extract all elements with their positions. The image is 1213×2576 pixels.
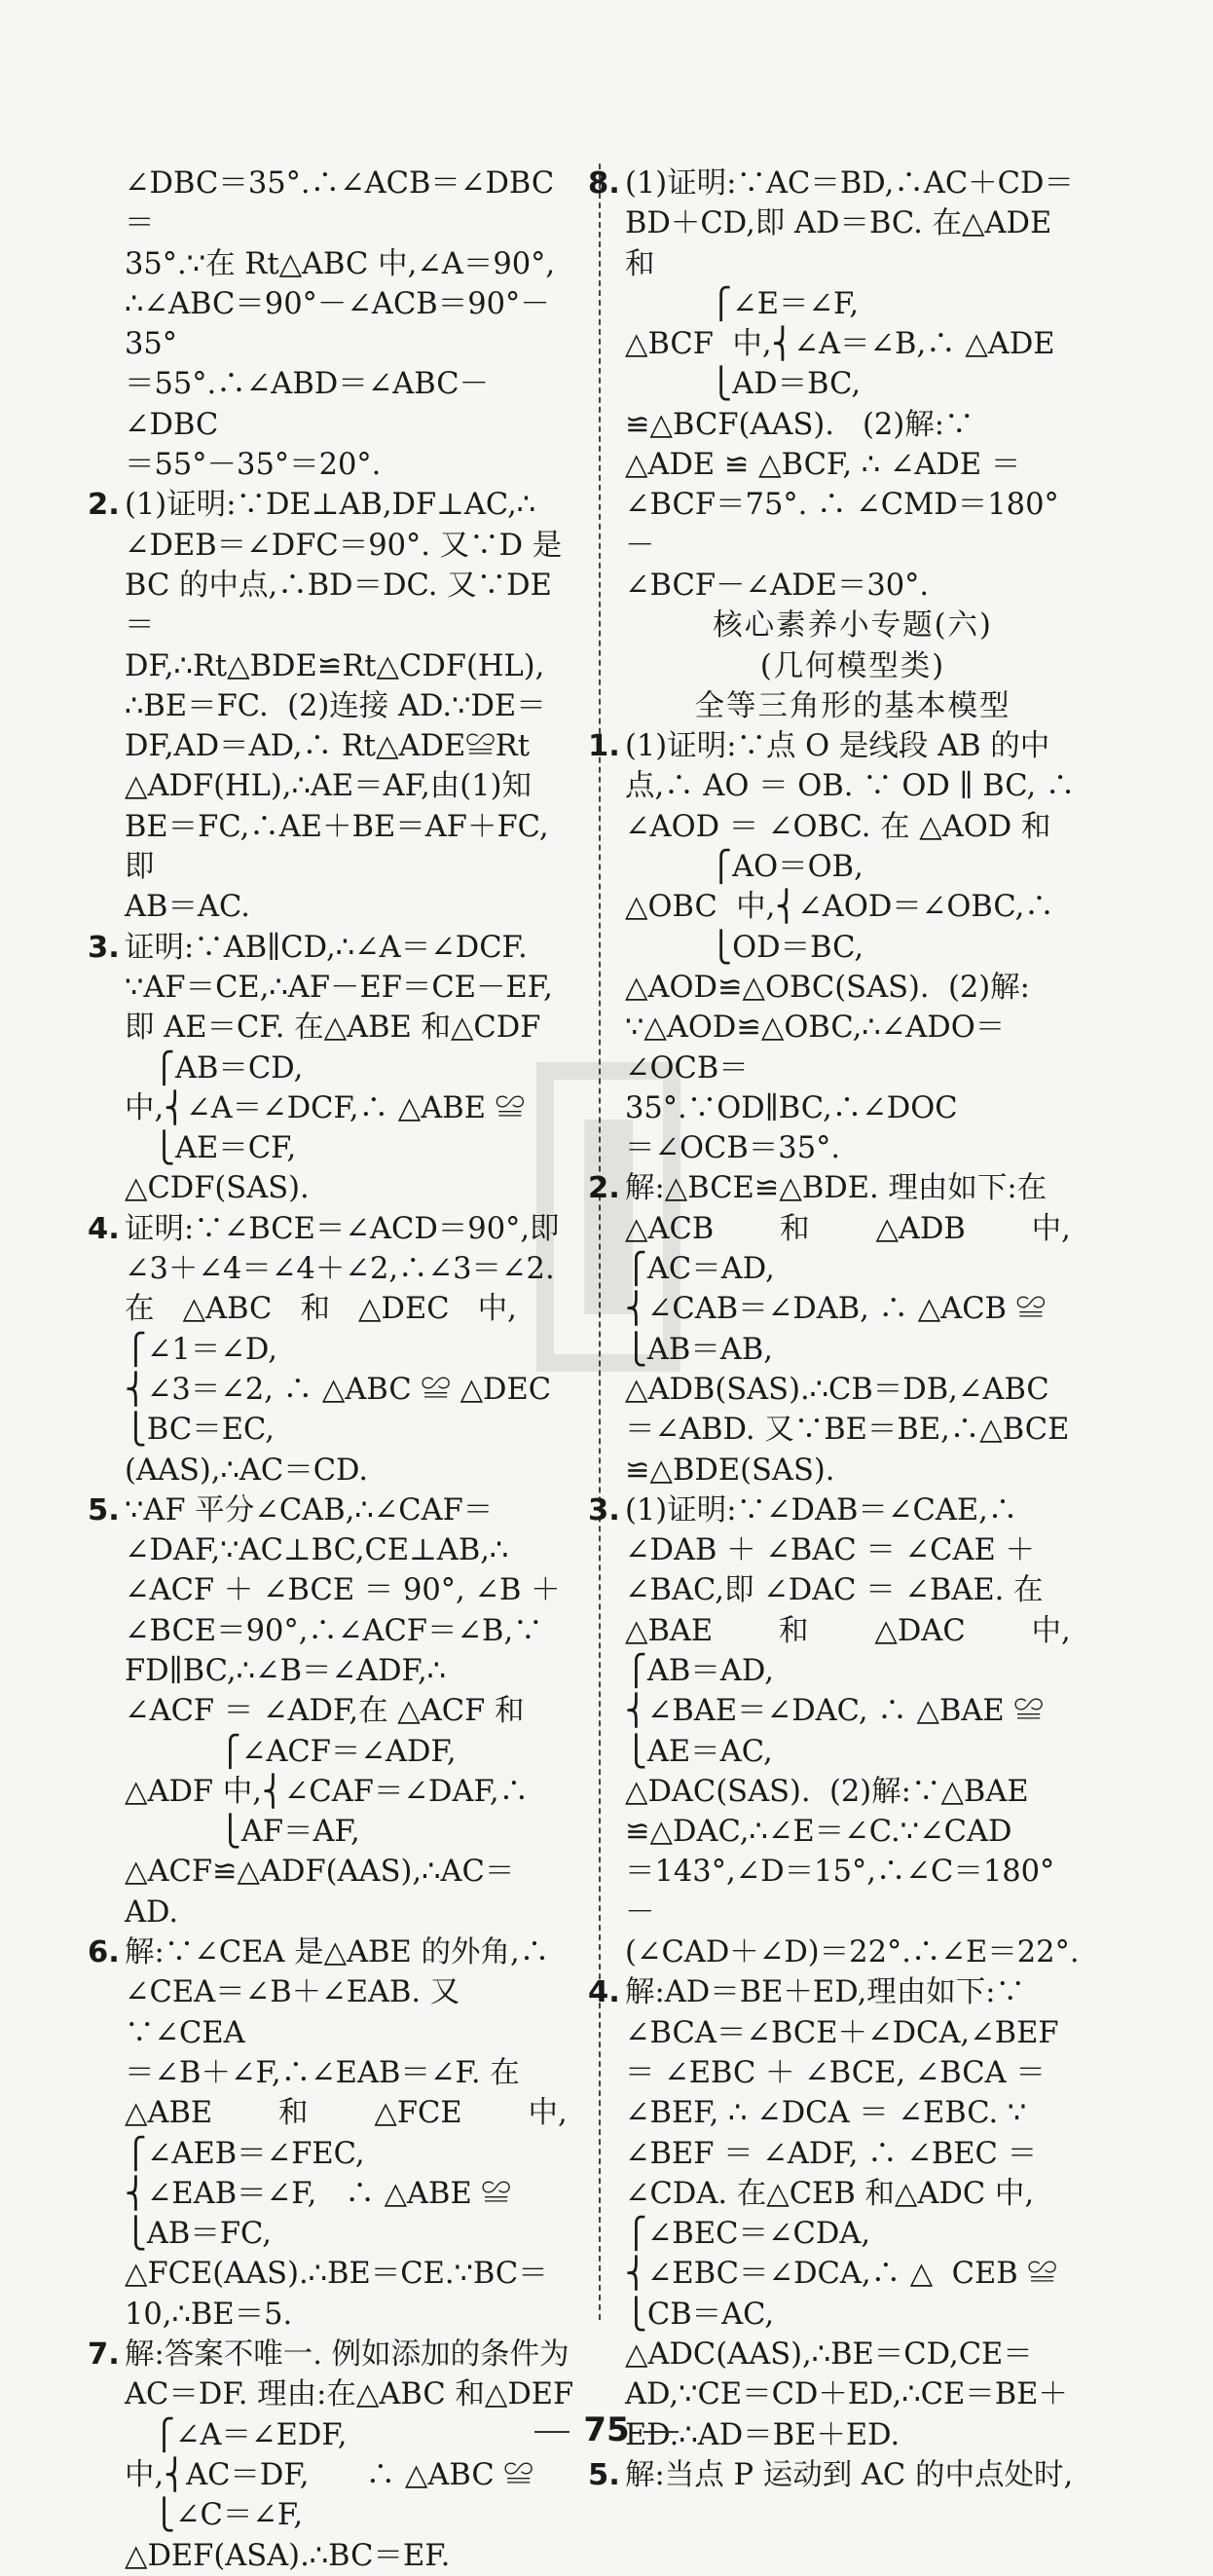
- problem-number: 5.: [88, 1492, 120, 1527]
- page-number-dash-right: [643, 2431, 679, 2433]
- section-subtitle: (几何模型类): [759, 648, 946, 683]
- problem-item: [88, 1490, 577, 1932]
- problem-item: [588, 2455, 1081, 2495]
- problem-item: [88, 2335, 577, 2576]
- section-title: 核心素养小专题(六): [713, 608, 993, 644]
- problem-number: 2.: [588, 1171, 620, 1206]
- page-number: [0, 2410, 1213, 2449]
- problem-number: 6.: [88, 1935, 120, 1970]
- problem-number: 3.: [88, 930, 120, 965]
- problem-text: 解:△BCE≌△BDE. 理由如下:在 △ACB 和 △ADB 中, ⎧AC＝AD, ⎨∠CAB＝∠DAB, ∴ △ACB ≌ ⎩AB＝AB, △ADB(SAS).∴CB＝DB,∠ABC ＝∠ABD. 又∵BE＝BE,∴△BCE ≌△BDE(SAS).: [625, 1171, 1071, 1488]
- problem-text: 解:AD＝BE＋ED,理由如下:∵ ∠BCA＝∠BCE＋∠DCA,∠BEF ＝ ∠EBC ＋ ∠BCE, ∠BCA ＝ ∠BEF, ∴ ∠DCA ＝ ∠EBC. ∵ ∠BEF ＝ ∠ADF, ∴ ∠BEC ＝ ∠CDA. 在△CEB 和△ADC 中, ⎧∠BEC＝∠CDA, ⎨∠EBC＝∠DCA,∴ △ CEB ≌ ⎩CB＝AC, △ADC(AAS),∴BE＝CD,CE＝ AD,∵CE＝CD＋ED,∴CE＝BE＋ ED.∴AD＝BE＋ED.: [625, 1975, 1068, 2452]
- problem-number: 4.: [588, 1975, 620, 2010]
- problem-number: 1.: [588, 729, 620, 764]
- problem-number: 4.: [88, 1211, 120, 1246]
- problem-text: 证明:∵AB∥CD,∴∠A＝∠DCF. ∵AF＝CE,∴AF－EF＝CE－EF, 即 AE＝CF. 在△ABE 和△CDF ⎧AB＝CD, 中,⎨∠A＝∠DCF,∴ △ABE ≌ ⎩AE＝CF, △CDF(SAS).: [125, 930, 553, 1206]
- problem-item: [88, 1932, 577, 2335]
- page-number-dash-left: [534, 2431, 570, 2433]
- problem-item: [588, 1168, 1081, 1490]
- problem-item: [588, 726, 1081, 1168]
- problem-text: ∠DBC＝35°.∴∠ACB＝∠DBC＝ 35°.∵在 Rt△ABC 中,∠A＝90°, ∴∠ABC＝90°－∠ACB＝90°－35° ＝55°.∴∠ABD＝∠ABC－∠DBC ＝55°－35°＝20°.: [125, 166, 556, 483]
- problem-text: (1)证明:∵AC＝BD,∴AC＋CD＝ BD＋CD,即 AD＝BC. 在△ADE 和 ⎧∠E＝∠F, △BCF 中,⎨∠A＝∠B,∴ △ADE ⎩AD＝BC, ≌△BCF(AAS). (2)解:∵ △ADE ≌ △BCF, ∴ ∠ADE ＝ ∠BCF＝75°. ∴ ∠CMD＝180°－ ∠BCF－∠ADE＝30°.: [625, 166, 1074, 603]
- problem-item: [588, 164, 1081, 606]
- problem-item: [88, 485, 577, 927]
- problem-number: 2.: [88, 488, 120, 523]
- problem-text: ∵AF 平分∠CAB,∴∠CAF＝ ∠DAF,∵AC⊥BC,CE⊥AB,∴ ∠ACF ＋ ∠BCE ＝ 90°, ∠B ＋ ∠BCE＝90°,∴∠ACF＝∠B,∵ FD∥BC,∴∠B＝∠ADF,∴ ∠ACF ＝ ∠ADF,在 △ACF 和 ⎧∠ACF＝∠ADF, △ADF 中,⎨∠CAF＝∠DAF,∴ ⎩AF＝AF, △ACF≌△ADF(AAS),∴AC＝ AD.: [125, 1492, 561, 1930]
- right-part-1: [588, 164, 1081, 606]
- problem-text: 解:当点 P 运动到 AC 的中点处时,: [625, 2457, 1074, 2492]
- problem-text: (1)证明:∵∠DAB＝∠CAE,∴ ∠DAB ＋ ∠BAC ＝ ∠CAE ＋ ∠BAC,即 ∠DAC ＝ ∠BAE. 在 △BAE 和 △DAC 中, ⎧AB＝AD, ⎨∠BAE＝∠DAC, ∴ △BAE ≌ ⎩AE＝AC, △DAC(SAS). (2)解:∵△BAE ≌△DAC,∴∠E＝∠C.∵∠CAD ＝143°,∠D＝15°,∴∠C＝180°－ (∠CAD＋∠D)＝22°.∴∠E＝22°.: [625, 1492, 1080, 1970]
- problem-number: 3.: [588, 1492, 620, 1527]
- problem-text: (1)证明:∵DE⊥AB,DF⊥AC,∴ ∠DEB＝∠DFC＝90°. 又∵D 是 BC 的中点,∴BD＝DC. 又∵DE＝ DF,∴Rt△BDE≌Rt△CDF(HL), ∴BE＝FC. (2)连接 AD.∵DE＝ DF,AD＝AD,∴ Rt△ADE≌Rt △ADF(HL),∴AE＝AF,由(1)知 BE＝FC,∴AE＋BE＝AF＋FC,即 AB＝AC.: [125, 488, 563, 925]
- problem-number: 7.: [88, 2337, 120, 2373]
- problem-item: [88, 928, 577, 1209]
- problem-item: [88, 1209, 577, 1490]
- problem-text: (1)证明:∵点 O 是线段 AB 的中 点,∴ AO ＝ OB. ∵ OD ∥ BC, ∴ ∠AOD ＝ ∠OBC. 在 △AOD 和 ⎧AO＝OB, △OBC 中,⎨∠AOD＝∠OBC,∴ ⎩OD＝BC, △AOD≌△OBC(SAS). (2)解: ∵△AOD≌△OBC,∴∠ADO＝ ∠OCB＝35°.∵OD∥BC,∴∠DOC ＝∠OCB＝35°.: [625, 729, 1076, 1166]
- problem-number: 5.: [588, 2457, 620, 2492]
- section-heading: 全等三角形的基本模型: [694, 688, 1011, 723]
- right-column: [588, 164, 1081, 2495]
- problem-text: 解:答案不唯一. 例如添加的条件为 AC＝DF. 理由:在△ABC 和△DEF ⎧∠A＝∠EDF, 中,⎨AC＝DF, ∴ △ABC ≌ ⎩∠C＝∠F, △DEF(ASA).∴BC＝EF.: [125, 2337, 574, 2573]
- problem-text: 解:∵∠CEA 是△ABE 的外角,∴ ∠CEA＝∠B＋∠EAB. 又∵∠CEA ＝∠B＋∠F,∴∠EAB＝∠F. 在 △ABE 和 △FCE 中, ⎧∠AEB＝∠FEC, ⎨∠EAB＝∠F, ∴ △ABE ≌ ⎩AB＝FC, △FCE(AAS).∴BE＝CE.∵BC＝ 10,∴BE＝5.: [125, 1935, 568, 2332]
- problem-number: 8.: [588, 166, 620, 201]
- left-column: [88, 164, 577, 2576]
- problem-item: [125, 164, 577, 485]
- page-number-value: 75: [583, 2410, 630, 2449]
- problem-item: [588, 1490, 1081, 1973]
- problem-text: 证明:∵∠BCE＝∠ACD＝90°,即 ∠3＋∠4＝∠4＋∠2,∴∠3＝∠2. 在 △ABC 和 △DEC 中, ⎧∠1＝∠D, ⎨∠3＝∠2, ∴ △ABC ≌ △DEC ⎩BC＝EC, (AAS),∴AC＝CD.: [125, 1211, 560, 1488]
